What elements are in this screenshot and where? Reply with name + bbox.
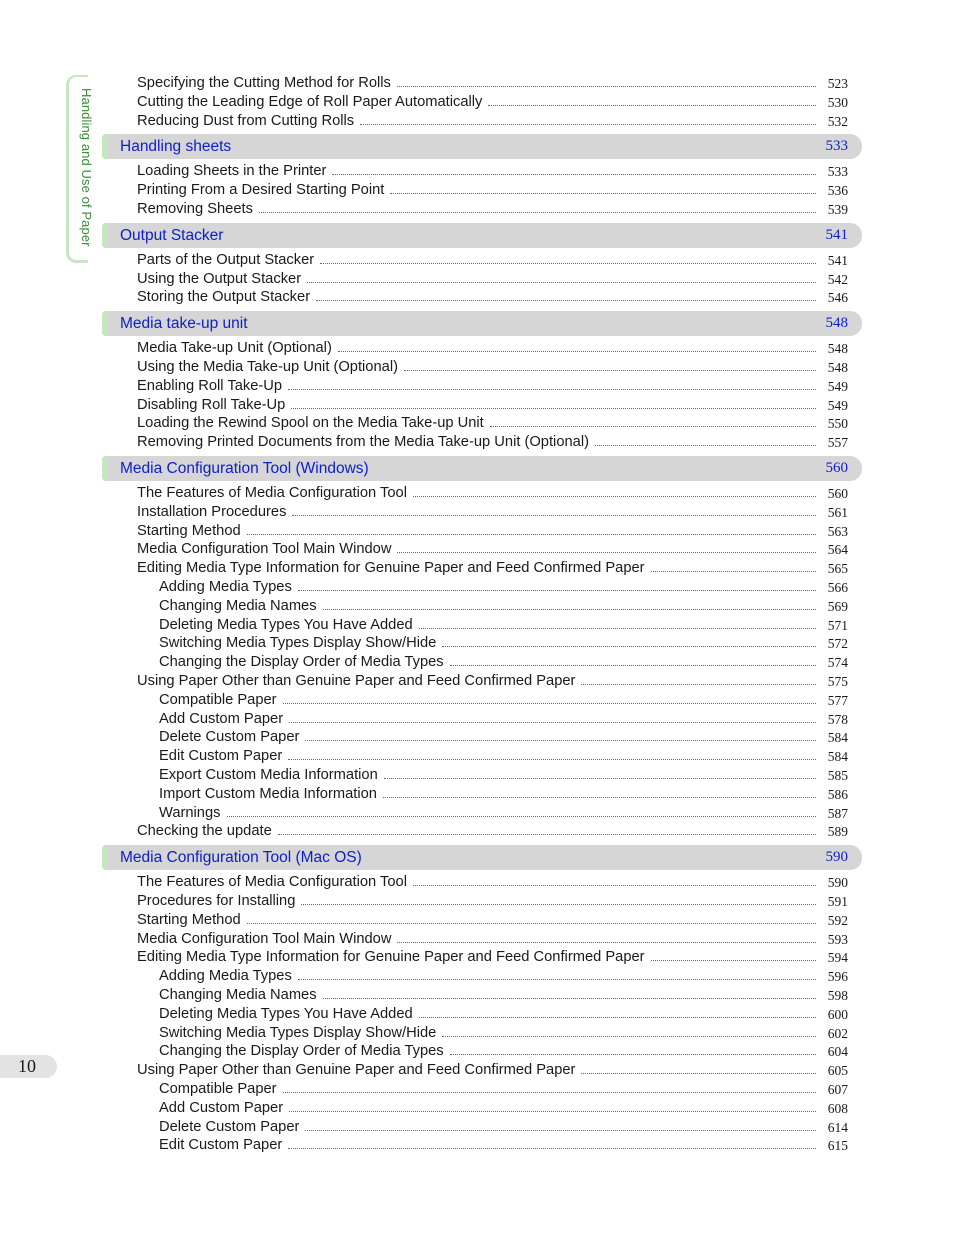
toc-entry[interactable] [0, 1118, 954, 1137]
toc-leader-dots [360, 123, 816, 125]
toc-entry-title: Edit Custom Paper [159, 1137, 283, 1153]
toc-section-title: Output Stacker [120, 226, 224, 244]
toc-entry[interactable] [0, 1136, 954, 1155]
toc-leader-dots [581, 683, 816, 685]
toc-leader-dots [292, 514, 816, 516]
toc-entry-page: 593 [827, 931, 848, 947]
toc-entry[interactable] [0, 822, 954, 841]
toc-leader-dots [227, 815, 817, 817]
toc-leader-dots [442, 645, 816, 647]
toc-entry-page: 541 [827, 252, 848, 268]
toc-entry[interactable] [0, 414, 954, 433]
toc-leader-dots [288, 388, 816, 390]
toc-entry[interactable] [0, 873, 954, 892]
toc-leader-dots [320, 262, 816, 264]
toc-entry-page: 546 [827, 289, 848, 305]
toc-entry-title: Reducing Dust from Cutting Rolls [137, 113, 355, 129]
toc-entry-page: 548 [827, 340, 848, 356]
toc-leader-dots [323, 608, 816, 610]
toc-leader-dots [283, 702, 816, 704]
toc-entry[interactable] [0, 377, 954, 396]
toc-entry-page: 584 [827, 748, 848, 764]
toc-entry-title: Edit Custom Paper [159, 748, 283, 764]
toc-entry[interactable] [0, 162, 954, 181]
toc-entry-page: 591 [827, 893, 848, 909]
toc-leader-dots [305, 739, 816, 741]
toc-leader-dots [307, 281, 816, 283]
toc-entry-page: 530 [827, 94, 848, 110]
toc-leader-dots [450, 664, 816, 666]
toc-leader-dots [247, 533, 816, 535]
toc-entry[interactable] [0, 653, 954, 672]
toc-entry-title: Starting Method [137, 523, 241, 539]
toc-entry[interactable] [0, 339, 954, 358]
toc-entry-page: 577 [827, 692, 848, 708]
toc-entry-page: 578 [827, 711, 848, 727]
toc-section-header[interactable] [102, 845, 862, 870]
toc-entry-title: Media Configuration Tool Main Window [137, 541, 392, 557]
toc-entry[interactable] [0, 74, 954, 93]
toc-entry[interactable] [0, 986, 954, 1005]
toc-entry-title: Using Paper Other than Genuine Paper and Feed Confirmed Paper [137, 673, 576, 689]
toc-entry-page: 585 [827, 767, 848, 783]
toc-entry-title: Export Custom Media Information [159, 767, 378, 783]
toc-entry-page: 592 [827, 912, 848, 928]
toc-entry-title: Loading Sheets in the Printer [137, 163, 327, 179]
toc-entry-page: 569 [827, 598, 848, 614]
toc-entry-title: Compatible Paper [159, 1081, 277, 1097]
toc-entry[interactable] [0, 200, 954, 219]
toc-entry-page: 590 [827, 874, 848, 890]
toc-leader-dots [397, 551, 816, 553]
toc-entry[interactable] [0, 503, 954, 522]
toc-section-page: 541 [825, 227, 848, 243]
toc-entry-page: 566 [827, 579, 848, 595]
toc-section-page: 590 [825, 849, 848, 865]
toc-entry-page: 542 [827, 271, 848, 287]
toc-entry[interactable] [0, 672, 954, 691]
toc-entry-page: 561 [827, 504, 848, 520]
toc-entry[interactable] [0, 930, 954, 949]
toc-leader-dots [390, 192, 816, 194]
toc-entry[interactable] [0, 540, 954, 559]
toc-leader-dots [419, 627, 816, 629]
toc-entry[interactable] [0, 288, 954, 307]
toc-entry-page: 560 [827, 485, 848, 501]
toc-entry-title: Media Take-up Unit (Optional) [137, 340, 332, 356]
toc-leader-dots [383, 796, 816, 798]
toc-entry-page: 594 [827, 949, 848, 965]
toc-entry-title: Changing Media Names [159, 598, 317, 614]
toc-leader-dots [289, 721, 816, 723]
toc-entry[interactable] [0, 747, 954, 766]
toc-leader-dots [316, 299, 816, 301]
toc-leader-dots [442, 1035, 816, 1037]
toc-section-title: Media Configuration Tool (Windows) [120, 459, 369, 477]
toc-entry[interactable] [0, 1080, 954, 1099]
toc-entry-title: Adding Media Types [159, 968, 292, 984]
toc-entry[interactable] [0, 396, 954, 415]
toc-leader-dots [651, 959, 816, 961]
toc-leader-dots [450, 1053, 816, 1055]
toc-leader-dots [413, 884, 816, 886]
toc-entry-page: 565 [827, 560, 848, 576]
toc-entry-title: Editing Media Type Information for Genuine Paper and Feed Confirmed Paper [137, 949, 645, 965]
toc-entry[interactable] [0, 433, 954, 452]
toc-entry-page: 584 [827, 729, 848, 745]
toc-leader-dots [278, 833, 816, 835]
toc-entry[interactable] [0, 804, 954, 823]
toc-entry-page: 600 [827, 1006, 848, 1022]
toc-leader-dots [289, 1110, 816, 1112]
toc-entry-page: 539 [827, 201, 848, 217]
toc-entry-page: 596 [827, 968, 848, 984]
toc-entry-title: The Features of Media Configuration Tool [137, 485, 407, 501]
toc-entry[interactable] [0, 728, 954, 747]
toc-entry-title: Changing Media Names [159, 987, 317, 1003]
toc-entry[interactable] [0, 1042, 954, 1061]
toc-entry-title: Removing Sheets [137, 201, 253, 217]
toc-entry[interactable] [0, 93, 954, 112]
toc-entry[interactable] [0, 112, 954, 131]
toc-section-header[interactable] [102, 456, 862, 481]
toc-section-page: 548 [825, 315, 848, 331]
toc-entry-title: Enabling Roll Take-Up [137, 378, 283, 394]
toc-leader-dots [288, 758, 816, 760]
toc-entry[interactable] [0, 1005, 954, 1024]
toc-entry-page: 536 [827, 182, 848, 198]
toc-leader-dots [651, 570, 816, 572]
toc-entry[interactable] [0, 967, 954, 986]
toc-entry-page: 563 [827, 523, 848, 539]
toc-entry-title: Media Configuration Tool Main Window [137, 931, 392, 947]
toc-entry[interactable] [0, 785, 954, 804]
toc-section-header[interactable] [102, 134, 862, 159]
toc-entry[interactable] [0, 1061, 954, 1080]
toc-leader-dots [247, 922, 816, 924]
toc-entry-title: Loading the Rewind Spool on the Media Take-up Unit [137, 415, 484, 431]
toc-entry-page: 564 [827, 541, 848, 557]
toc-entry-title: Parts of the Output Stacker [137, 252, 315, 268]
toc-leader-dots [298, 978, 816, 980]
toc-entry-title: Delete Custom Paper [159, 729, 300, 745]
toc-entry-title: Procedures for Installing [137, 893, 296, 909]
toc-section-title: Handling sheets [120, 137, 232, 155]
toc-entry-page: 574 [827, 654, 848, 670]
chapter-side-label: Handling and Use of Paper [79, 88, 94, 247]
toc-entry[interactable] [0, 616, 954, 635]
toc-leader-dots [384, 777, 816, 779]
toc-entry-page: 598 [827, 987, 848, 1003]
toc-entry-title: Disabling Roll Take-Up [137, 397, 286, 413]
toc-leader-dots [404, 369, 816, 371]
toc-entry-page: 572 [827, 635, 848, 651]
toc-entry[interactable] [0, 710, 954, 729]
toc-entry-page: 615 [827, 1137, 848, 1153]
toc-section-title: Media take-up unit [120, 314, 248, 332]
toc-entry-page: 587 [827, 805, 848, 821]
toc-entry-page: 608 [827, 1100, 848, 1116]
toc-leader-dots [298, 589, 816, 591]
toc-entry-title: Checking the update [137, 823, 272, 839]
toc-entry-title: Changing the Display Order of Media Types [159, 654, 444, 670]
toc-entry[interactable] [0, 1024, 954, 1043]
toc-entry-title: Add Custom Paper [159, 1100, 284, 1116]
toc-entry-page: 549 [827, 397, 848, 413]
toc-leader-dots [323, 997, 816, 999]
toc-entry[interactable] [0, 522, 954, 541]
toc-entry[interactable] [0, 691, 954, 710]
toc-leader-dots [305, 1129, 816, 1131]
toc-entry[interactable] [0, 1099, 954, 1118]
toc-entry-page: 533 [827, 163, 848, 179]
page-number: 10 [18, 1056, 36, 1076]
toc-entry-title: Editing Media Type Information for Genuine Paper and Feed Confirmed Paper [137, 560, 645, 576]
toc-entry-title: Switching Media Types Display Show/Hide [159, 1025, 437, 1041]
toc-entry-page: 557 [827, 434, 848, 450]
toc-entry-title: Add Custom Paper [159, 711, 284, 727]
toc-leader-dots [291, 407, 816, 409]
toc-entry[interactable] [0, 597, 954, 616]
toc-entry[interactable] [0, 892, 954, 911]
toc-entry-title: Storing the Output Stacker [137, 289, 311, 305]
toc-entry-title: Using the Output Stacker [137, 271, 302, 287]
toc-entry-page: 602 [827, 1025, 848, 1041]
toc-entry-title: Removing Printed Documents from the Media Take-up Unit (Optional) [137, 434, 589, 450]
toc-entry-title: Using the Media Take-up Unit (Optional) [137, 359, 398, 375]
toc-leader-dots [301, 903, 816, 905]
toc-entry-page: 607 [827, 1081, 848, 1097]
toc-section-header[interactable] [102, 311, 862, 336]
toc-entry-title: Deleting Media Types You Have Added [159, 1006, 413, 1022]
toc-entry-title: Specifying the Cutting Method for Rolls [137, 75, 391, 91]
toc-leader-dots [288, 1147, 816, 1149]
toc-section-page: 560 [825, 460, 848, 476]
toc-leader-dots [413, 495, 816, 497]
toc-entry-page: 614 [827, 1119, 848, 1135]
toc-leader-dots [488, 104, 816, 106]
toc-entry[interactable] [0, 634, 954, 653]
toc-leader-dots [490, 425, 816, 427]
toc-entry-title: Warnings [159, 805, 221, 821]
toc-entry[interactable] [0, 484, 954, 503]
toc-entry[interactable] [0, 270, 954, 289]
toc-entry-page: 548 [827, 359, 848, 375]
toc-entry[interactable] [0, 181, 954, 200]
toc-entry-page: 532 [827, 113, 848, 129]
toc-entry-title: Starting Method [137, 912, 241, 928]
toc-leader-dots [283, 1091, 816, 1093]
toc-entry[interactable] [0, 251, 954, 270]
toc-section-header[interactable] [102, 223, 862, 248]
toc-leader-dots [259, 211, 816, 213]
toc-entry-title: The Features of Media Configuration Tool [137, 874, 407, 890]
toc-entry-title: Delete Custom Paper [159, 1119, 300, 1135]
toc-entry-title: Installation Procedures [137, 504, 287, 520]
toc-entry-title: Printing From a Desired Starting Point [137, 182, 385, 198]
toc-leader-dots [595, 444, 816, 446]
toc-entry-page: 586 [827, 786, 848, 802]
toc-entry[interactable] [0, 358, 954, 377]
toc-entry-title: Import Custom Media Information [159, 786, 377, 802]
toc-leader-dots [397, 85, 816, 87]
toc-entry-page: 589 [827, 823, 848, 839]
toc-entry-page: 549 [827, 378, 848, 394]
toc-entry-title: Deleting Media Types You Have Added [159, 617, 413, 633]
toc-entry[interactable] [0, 766, 954, 785]
toc-leader-dots [332, 173, 816, 175]
toc-entry-page: 571 [827, 617, 848, 633]
toc-entry-title: Switching Media Types Display Show/Hide [159, 635, 437, 651]
toc-entry[interactable] [0, 911, 954, 930]
toc-entry-page: 523 [827, 75, 848, 91]
toc-leader-dots [581, 1072, 816, 1074]
toc-leader-dots [419, 1016, 816, 1018]
toc-entry-page: 605 [827, 1062, 848, 1078]
toc-entry[interactable] [0, 559, 954, 578]
toc-entry-title: Cutting the Leading Edge of Roll Paper Automatically [137, 94, 483, 110]
toc-entry-title: Compatible Paper [159, 692, 277, 708]
toc-entry-page: 604 [827, 1043, 848, 1059]
toc-section-title: Media Configuration Tool (Mac OS) [120, 848, 362, 866]
toc-entry-page: 575 [827, 673, 848, 689]
toc-entry-title: Using Paper Other than Genuine Paper and Feed Confirmed Paper [137, 1062, 576, 1078]
toc-entry-page: 550 [827, 415, 848, 431]
toc-leader-dots [338, 350, 816, 352]
toc-leader-dots [397, 941, 816, 943]
toc-entry-title: Changing the Display Order of Media Types [159, 1043, 444, 1059]
toc-entry-title: Adding Media Types [159, 579, 292, 595]
toc-entry[interactable] [0, 948, 954, 967]
toc-entry[interactable] [0, 578, 954, 597]
toc-section-page: 533 [825, 138, 848, 154]
